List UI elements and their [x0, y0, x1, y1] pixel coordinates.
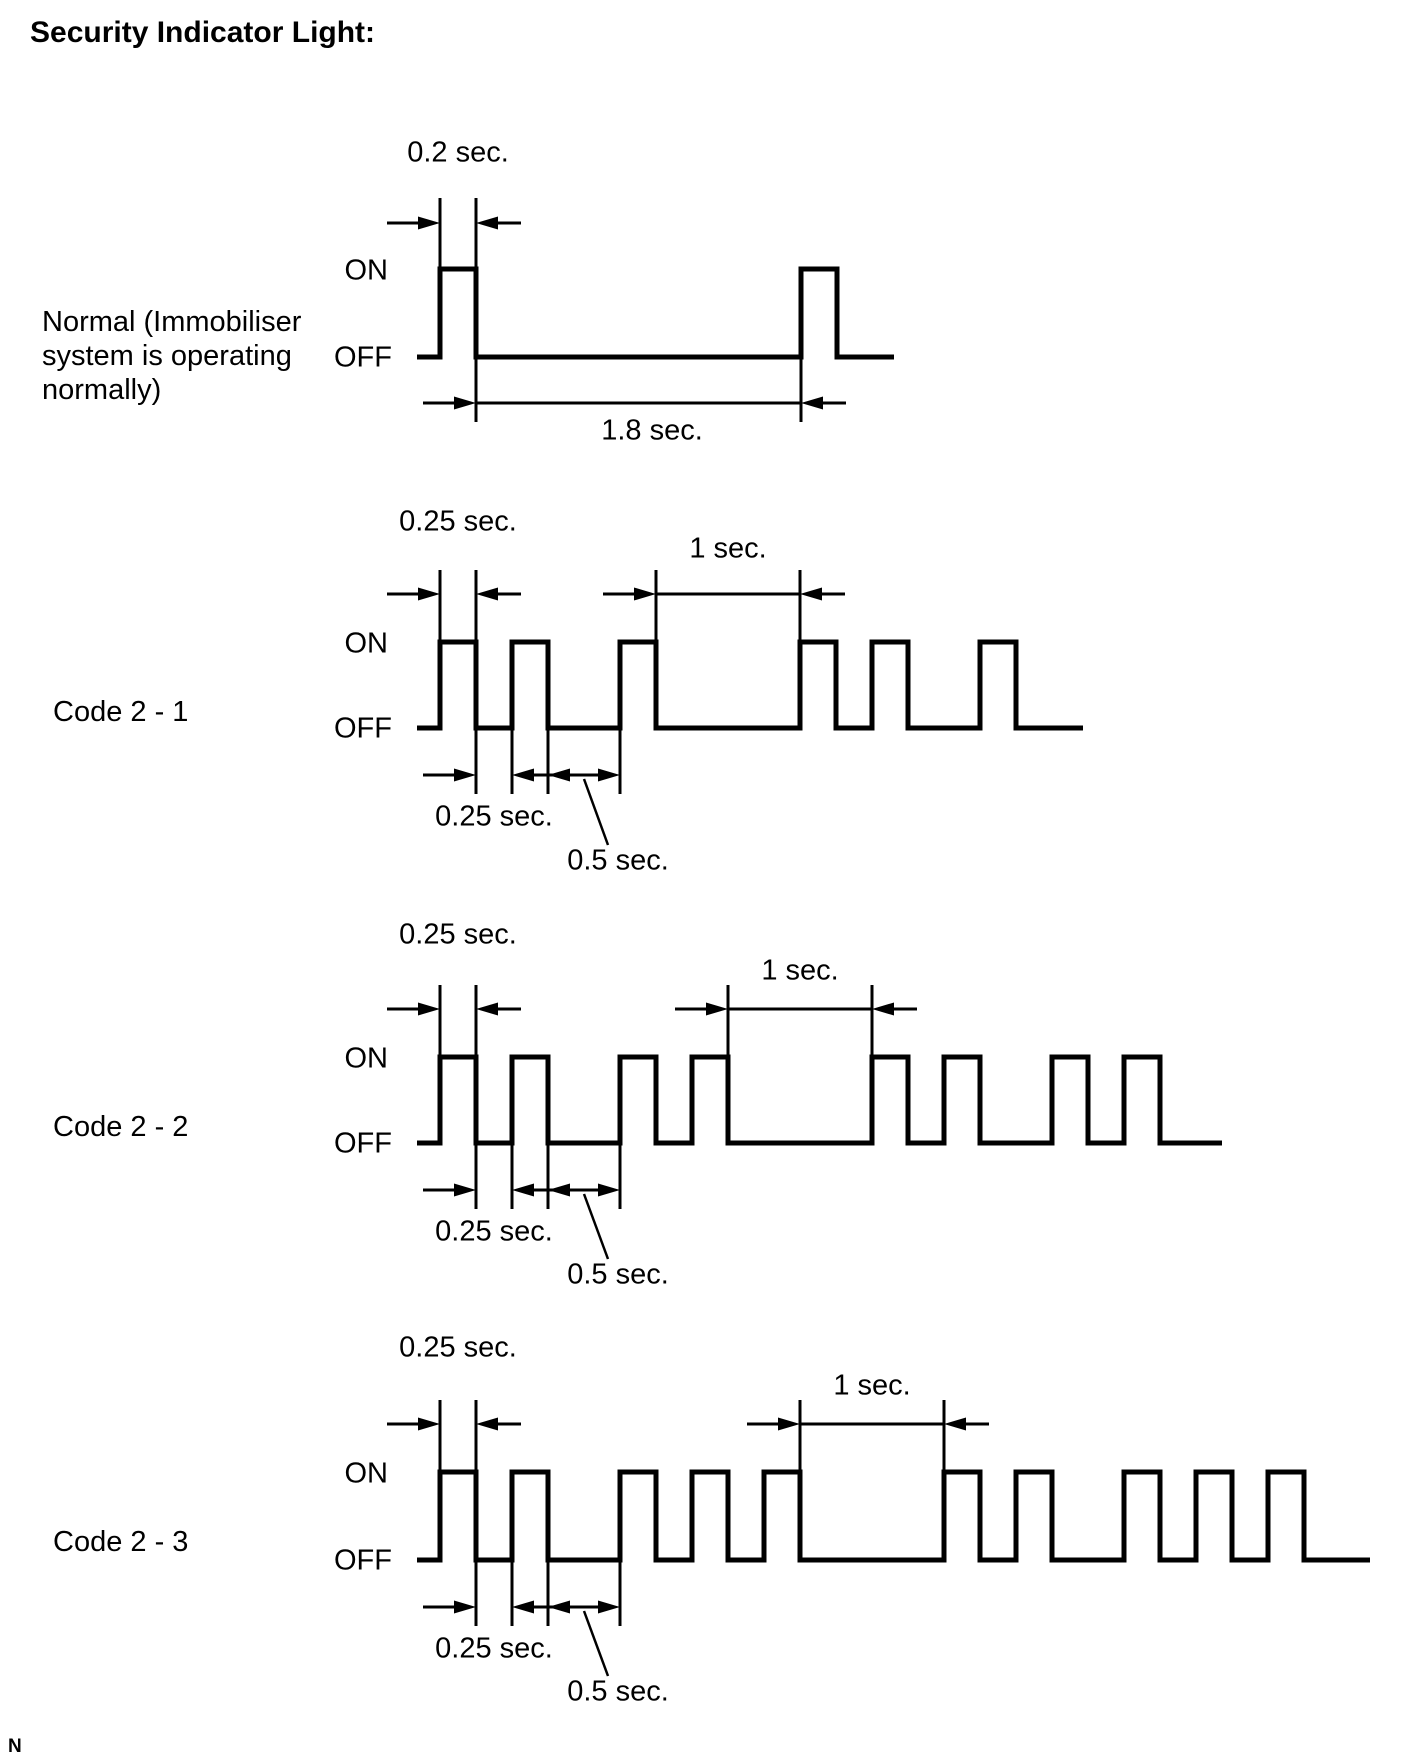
arrowhead-icon [512, 1184, 534, 1197]
arrowhead-icon [598, 769, 620, 782]
dim-label-0-25-sec: 0.25 sec. [435, 800, 553, 833]
dim-label-1-sec: 1 sec. [761, 954, 839, 987]
row-label-code-2-1: Code 2 - 1 [53, 696, 189, 728]
row-label-code-2-2: Code 2 - 2 [53, 1111, 189, 1143]
row-label-normal: Normal (Immobiliser [42, 306, 302, 338]
off-label-code-2-1: OFF [334, 712, 392, 745]
arrowhead-icon [548, 1184, 570, 1197]
arrowhead-icon [801, 397, 823, 410]
dim-label-0-25-sec: 0.25 sec. [399, 505, 517, 538]
arrowhead-icon [944, 1418, 966, 1431]
dimension-line [584, 779, 608, 845]
row-label-normal: normally) [42, 374, 162, 406]
arrowhead-icon [548, 1601, 570, 1614]
arrowhead-icon [476, 1418, 498, 1431]
waveform-normal [417, 269, 894, 357]
on-label-code-2-2: ON [344, 1042, 388, 1075]
arrowhead-icon [548, 769, 570, 782]
arrowhead-icon [418, 217, 440, 230]
arrowhead-icon [598, 1184, 620, 1197]
arrowhead-icon [512, 1601, 534, 1614]
arrowhead-icon [454, 1601, 476, 1614]
dim-label-1-sec: 1 sec. [689, 532, 767, 565]
arrowhead-icon [706, 1003, 728, 1016]
arrowhead-icon [634, 588, 656, 601]
row-label-code-2-3: Code 2 - 3 [53, 1526, 189, 1558]
dimension-line [584, 1194, 608, 1259]
arrowhead-icon [418, 1003, 440, 1016]
dim-label-0-25-sec: 0.25 sec. [399, 1331, 517, 1364]
arrowhead-icon [476, 588, 498, 601]
arrowhead-icon [418, 1418, 440, 1431]
dimension-line [584, 1611, 608, 1676]
waveform-code-2-2 [417, 1057, 1222, 1143]
off-label-normal: OFF [334, 341, 392, 374]
arrowhead-icon [598, 1601, 620, 1614]
dim-label-1-8-sec: 1.8 sec. [601, 414, 703, 447]
dim-label-0-25-sec: 0.25 sec. [435, 1215, 553, 1248]
arrowhead-icon [512, 769, 534, 782]
dim-label-0-2-sec: 0.2 sec. [407, 136, 509, 169]
arrowhead-icon [778, 1418, 800, 1431]
off-label-code-2-2: OFF [334, 1127, 392, 1160]
arrowhead-icon [454, 1184, 476, 1197]
dim-label-0-25-sec: 0.25 sec. [435, 1632, 553, 1665]
waveform-code-2-1 [417, 642, 1083, 728]
arrowhead-icon [476, 1003, 498, 1016]
arrowhead-icon [872, 1003, 894, 1016]
off-label-code-2-3: OFF [334, 1544, 392, 1577]
dim-label-0-5-sec: 0.5 sec. [567, 1258, 669, 1291]
on-label-code-2-3: ON [344, 1457, 388, 1490]
dim-label-0-5-sec: 0.5 sec. [567, 1675, 669, 1708]
arrowhead-icon [800, 588, 822, 601]
page-title: Security Indicator Light: [30, 16, 376, 49]
arrowhead-icon [454, 769, 476, 782]
dim-label-1-sec: 1 sec. [833, 1369, 911, 1402]
arrowhead-icon [476, 217, 498, 230]
arrowhead-icon [454, 397, 476, 410]
waveform-code-2-3 [417, 1472, 1370, 1560]
dim-label-0-25-sec: 0.25 sec. [399, 918, 517, 951]
dim-label-0-5-sec: 0.5 sec. [567, 844, 669, 877]
footer-note: N [8, 1736, 22, 1757]
row-label-normal: system is operating [42, 340, 292, 372]
on-label-code-2-1: ON [344, 627, 388, 660]
arrowhead-icon [418, 588, 440, 601]
on-label-normal: ON [344, 254, 388, 287]
